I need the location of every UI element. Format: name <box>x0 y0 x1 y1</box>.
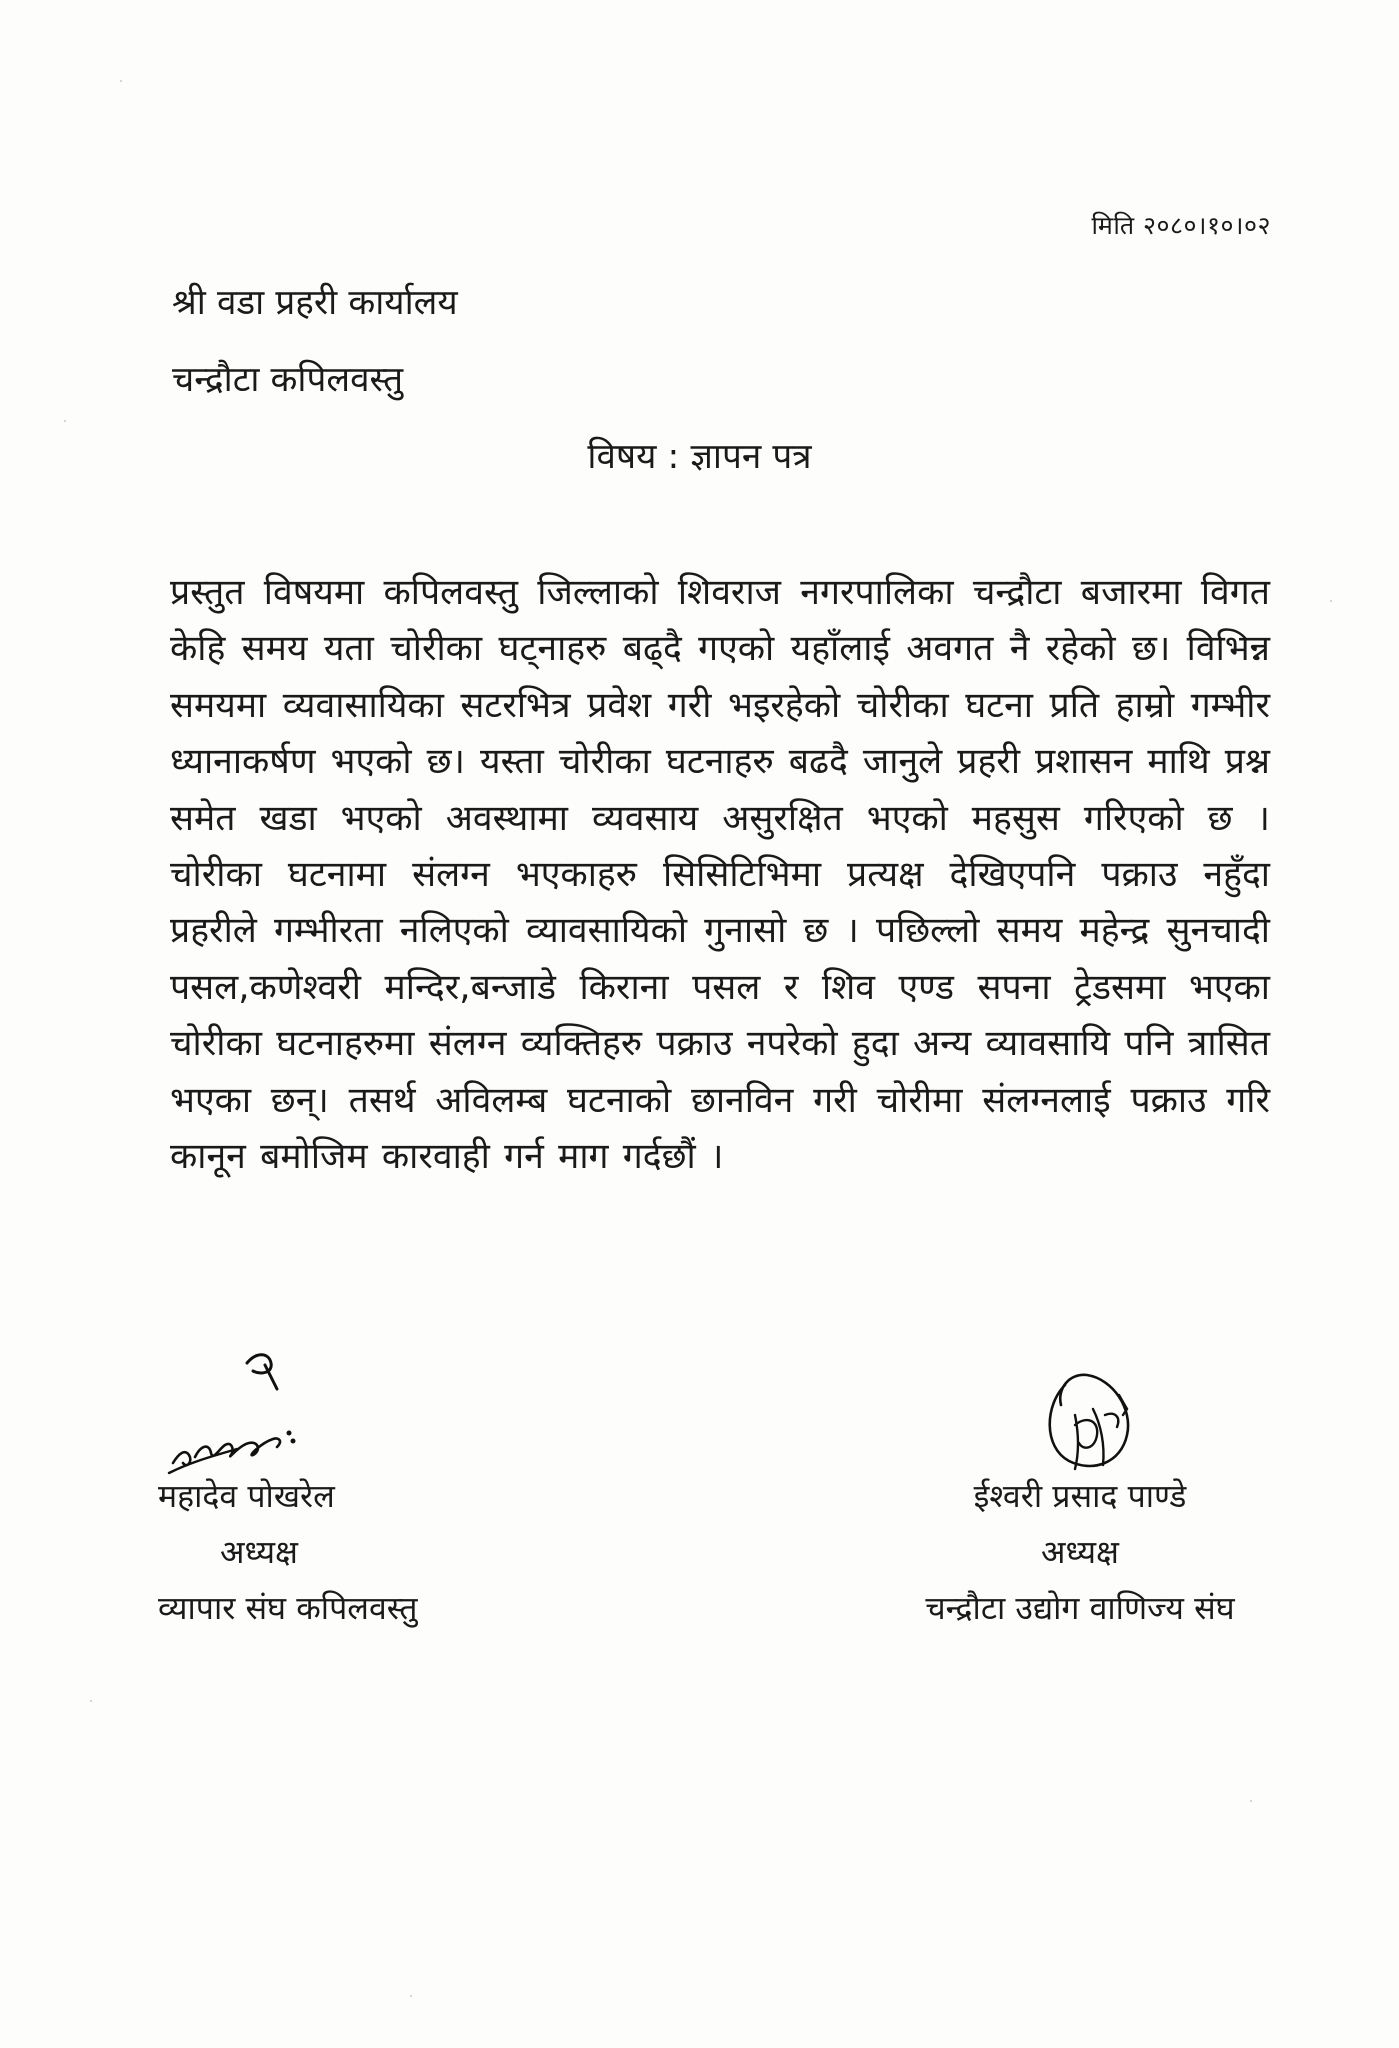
signature-ishwari-drawing <box>1035 1365 1155 1480</box>
speckle <box>64 420 66 422</box>
speckle <box>120 80 122 82</box>
signature-mahadev-drawing <box>165 1345 315 1475</box>
recipient-office: श्री वडा प्रहरी कार्यालय <box>172 283 458 323</box>
signatory-title: अध्यक्ष <box>220 1533 298 1571</box>
subject-text: विषय : ज्ञापन पत्र <box>587 437 812 477</box>
signatory-organization: चन्द्रौटा उद्योग वाणिज्य संघ <box>925 1589 1235 1627</box>
letter-subject <box>0 432 1399 479</box>
signatory-right <box>880 1468 1280 1636</box>
signatory-left <box>158 1468 578 1636</box>
signatory-organization: व्यापार संघ कपिलवस्तु <box>158 1589 418 1627</box>
letter-date: मिति २०८०।१०।०२ <box>1091 211 1271 240</box>
signatory-name: ईश्वरी प्रसाद पाण्डे <box>973 1477 1187 1515</box>
signatory-name: महादेव पोखरेल <box>158 1477 335 1515</box>
speckle <box>1330 600 1332 602</box>
speckle <box>90 1700 92 1702</box>
speckle <box>410 1995 412 1997</box>
signature-mahadev <box>165 1345 315 1475</box>
signatory-title: अध्यक्ष <box>1041 1533 1119 1571</box>
recipient-location: चन्द्रौटा कपिलवस्तु <box>172 360 404 400</box>
signature-ishwari <box>1035 1365 1155 1480</box>
speckle <box>1250 1800 1252 1802</box>
letter-body: प्रस्तुत विषयमा कपिलवस्तु जिल्लाको शिवराज नगरपालिका चन्द्रौटा बजारमा विगत केहि समय यता चोरीका घट्नाहरु बढ्दै गएको यहाँलाई अवगत नै रहेको छ। विभिन्न समयमा व्यवासायिका सटरभित्र प्रवेश गरी भइरहेको चोरीका घटना प्रति हाम्रो गम्भीर ध्यानाकर्षण भएको छ। यस्ता चोरीका घटनाहरु बढदै जानुले प्रहरी प्रशासन माथि प्रश्न समेत खडा भएको अवस्थामा व्यवसाय असुरक्षित भएको महसुस गरिएको छ । चोरीका घटनामा संलग्न भएकाहरु सिसिटिभिमा प्रत्यक्ष देखिएपनि पक्राउ नहुँदा प्रहरीले गम्भीरता नलिएको व्यावसायिको गुनासो छ । पछिल्लो समय महेन्द्र सुनचादी पसल,कणेश्वरी मन्दिर,बन्जाडे किराना पसल र शिव एण्ड सपना ट्रेडसमा भएका चोरीका घटनाहरुमा संलग्न व्यक्तिहरु पक्राउ नपरेको हुदा अन्य व्यावसायि पनि त्रासित भएका छन्। तसर्थ अविलम्ब घटनाको छानविन गरी चोरीमा संलग्नलाई पक्राउ गरि कानून बमोजिम कारवाही गर्न माग गर्दछौं । <box>170 572 1270 1178</box>
